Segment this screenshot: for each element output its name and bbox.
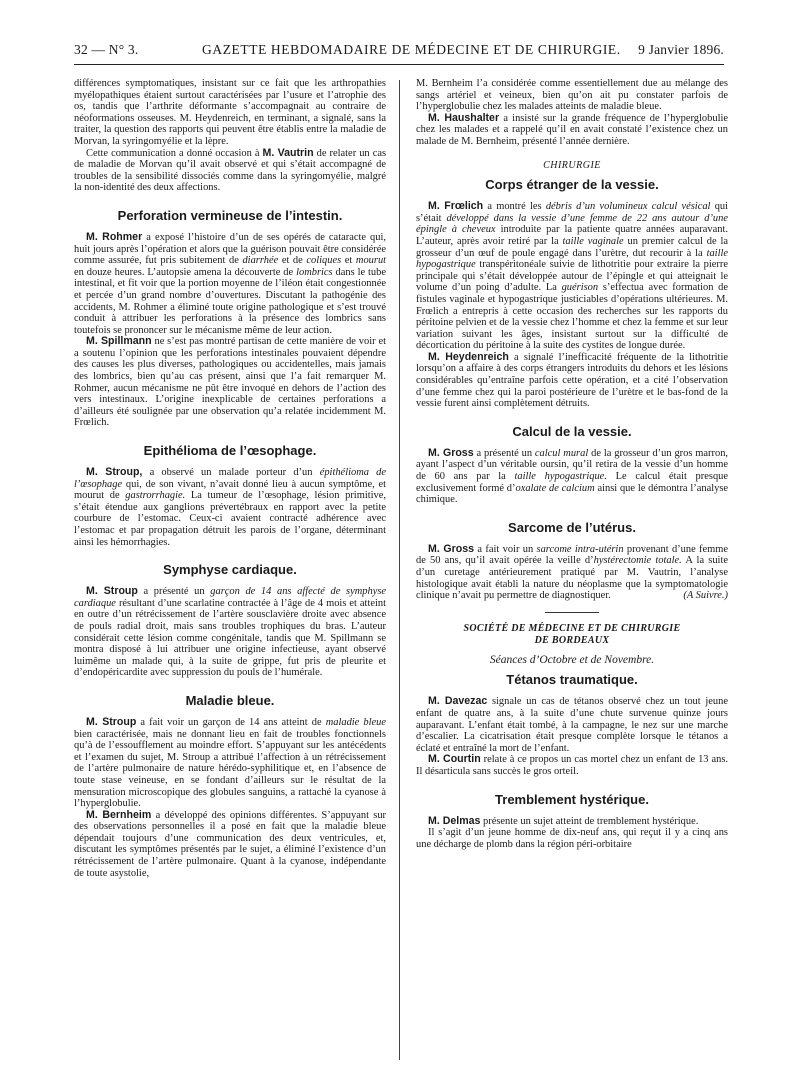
paragraph-stroup-maladie-bleue: M. Stroup a fait voir un garçon de 14 ans atteint de maladie bleue bien caractérisée, mais ne donnant lieu en fait de troubles fonctionnels qu’à de l’essoufflement au moindre effort. S’appuyant sur les antécédents et l’examen du sujet, M. Stroup a attribué l’affection à un rétrécissement de l’artère pulmonaire de nature hérédo-syphilitique et, en l’absence de toute stase veineuse, en se fondant d’ailleurs sur le résultat de la mensuration microscopique des globules sanguins, a rattaché la cyanose à l’hyperglobulie. [74, 715, 387, 810]
paragraph-vautrin: Cette communication a donné occasion à M. Vautrin de relater un cas de maladie de Morvan qu’il avait observé et qui s’était accompagné de troubles de la sensibilité dissociés comme dans la syringomyélie, malgré la non-identité des deux affections. [74, 146, 387, 194]
section-title-corps-etranger: Corps étranger de la vessie. [485, 177, 659, 193]
paragraph-stroup-symphyse: M. Stroup a présenté un garçon de 14 ans affecté de symphyse cardiaque résultant d’une scarlatine contractée à l’âge de 4 mois et atteint en outre d’un rétrécissement de l’artère sousclavière droite avec absence de pouls radial droit, mais sans troubles trophiques du bras. L’auteur considérait cette lésion comme congénitale, tandis que M. Spillmann se montra disposé à lui attribuer une origine infectieuse, ayant observé luimême un malade qui, à la suite de grippe, fut pris de pleurite et d’endopéricardite avec suppression du pouls de l’humérale. [74, 585, 387, 679]
section-title-epithelioma: Epithélioma de l’œsophage. [143, 443, 317, 459]
header-rule [74, 64, 724, 65]
paragraph-gross-sarcome: M. Gross a fait voir un sarcome intra-utérin provenant d’une femme de 50 ans, qu’il avait opérée la veille d’hystérectomie totale. A la suite d’un curetage antérieurement pratiqué par M. Vautrin, l’analyse histologique avait établi la nature du néoplasme que la symptomatologie clinique n’avait pu permettre de diagnostiquer. (A Suivre.) [416, 542, 729, 602]
paragraph-gross-calcul: M. Gross a présenté un calcul mural de la grosseur d’un gros marron, ayant l’aspect d’un véritable oursin, qu’il retira de la vessie d’un homme de 60 ans par la taille hypogastrique. Le calcul était presque exclusivement formé d’oxalate de calcium ainsi que le démontra l’analyse chimique. [416, 446, 729, 506]
speaker-name: M. Vautrin [262, 146, 314, 159]
speaker-name: M. Stroup, [86, 466, 143, 479]
page-number: 32 — N° 3. [74, 42, 139, 57]
speaker-name: M. Haushalter [428, 111, 500, 124]
section-title-calcul: Calcul de la vessie. [512, 423, 632, 439]
section-title-maladie-bleue: Maladie bleue. [185, 692, 275, 708]
seances-subtitle: Séances d’Octobre et de Novembre. [489, 653, 655, 666]
paragraph-stroup-epithelioma: M. Stroup, a observé un malade porteur d’un épithélioma de l’œsophage qui, de son vivant, n’avait donné lieu à aucun symptôme, et mourut de gastrorrhagie. La tumeur de l’œsophage, lésion primitive, s’était étendue aux ganglions prévertébraux en rapport avec la petite courbure de l’estomac. Ceux-ci avaient contracté adhérence avec l’estomac et par propagation détruit les parois de l’organe, déterminant ainsi les hémorrhagies. [74, 466, 387, 548]
journal-title: GAZETTE HEBDOMADAIRE DE MÉDECINE ET DE CHIRURGIE. [202, 42, 621, 57]
paragraph-davezac: M. Davezac signale un cas de tétanos observé chez un tout jeune enfant de quatre ans, à la suite d’une chute survenue quinze jours auparavant. L’enfant était tombé, à la campagne, le nez sur une marche d’escalier. La cicatrisation était presque complète lorsque le tétanos a éclaté et entraîné la mort de l’enfant. [416, 695, 728, 754]
left-column [74, 78, 386, 879]
paragraph-delmas-case: Il s’agit d’un jeune homme de dix-neuf ans, qui reçut il y a cinq ans une décharge de plomb dans la région péri-orbitaire [416, 827, 728, 850]
paragraph-heydenreich: M. Heydenreich a signalé l’inefficacité fréquente de la lithotritie lorsqu’on a affaire à des corps étrangers introduits du dehors et les lésions considérables qu’entraîne parfois cette opération, et a cité l’observation d’une femme chez qui la paroi postérieure de l’urètre et le bas-fond de la vessie furent ainsi complètement détruits. [416, 350, 728, 410]
speaker-name: M. Heydenreich [428, 350, 509, 363]
running-head [74, 38, 724, 60]
speaker-name: M. Gross [428, 542, 475, 555]
speaker-name: M. Gross [428, 446, 474, 459]
speaker-name: M. Delmas [428, 814, 481, 827]
section-separator [545, 612, 599, 613]
speaker-name: M. Davezac [428, 695, 488, 708]
section-title-perforation: Perforation vermineuse de l’intestin. [117, 207, 343, 223]
paragraph-delmas: M. Delmas présente un sujet atteint de tremblement hystérique. [428, 814, 699, 827]
paragraph-bernheim: M. Bernheim a développé des opinions différentes. S’appuyant sur des observations personnelles il a posé en fait que la maladie bleue dépendait toujours d’une communication des deux ventricules, et, discutant les symptômes présentés par le sujet, a éliminé l’existence d’un rétrécissement de l’artère pulmonaire. Quant à la cyanose, indépendante de toute asystolie, [74, 808, 387, 879]
paragraph-heydenreich-end: différences symptomatiques, insistant sur ce fait que les arthropathies myélopathiques étaient surtout caractérisées par l’usure et l’atrophie des os, tandis que l’arthrite déformante s’accompagnait au contraire de néoformations osseuses. M. Heydenreich, en terminant, a signalé, sans la traiter, la question des rapports qui peuvent être établis entre la maladie de Morvan, la syringomyélie et la lèpre. [74, 78, 386, 147]
speaker-name: M. Frœlich [428, 200, 484, 213]
paragraph-haushalter: M. Haushalter a insisté sur la grande fréquence de l’hyperglobulie chez les malades et a rappelé qu’il en avait constaté l’existence chez un malade de M. Bernheim, présenté l’année dernière. [416, 111, 728, 147]
speaker-name: M. Stroup [86, 585, 138, 598]
paragraph-rohmer: M. Rohmer a exposé l’histoire d’un de ses opérés de cataracte qui, huit jours après l’opération et alors que la guérison pouvait être considérée comme assurée, fut pris subitement de diarrhée et de coliques et mourut en douze heures. L’autopsie amena la découverte de lombrics dans le tube intestinal, et fit voir que la portion moyenne de l’iléon était congestionnée et percée d’un grand nombre d’ouvertures. Discutant la pathogénie des accidents, M. Rohmer a éliminé toute origine pathologique et s’est trouvé conduit à attribuer les perforations à la présence des lombrics sans toutefois se prononcer sur le mécanisme même de leur action. [74, 230, 387, 336]
speaker-name: M. Stroup [86, 715, 137, 728]
speaker-name: M. Rohmer [86, 230, 143, 243]
to-be-continued: (A Suivre.) [683, 590, 728, 602]
speaker-name: M. Bernheim [86, 808, 152, 821]
speaker-name: M. Spillmann [86, 335, 152, 348]
issue-date: 9 Janvier 1896. [638, 42, 724, 57]
section-title-sarcome: Sarcome de l’utérus. [508, 519, 636, 535]
rubric-chirurgie: CHIRURGIE [543, 159, 601, 171]
paragraph-froelich: M. Frœlich a montré les débris d’un volumineux calcul vésical qui s’était développé dans la vessie d’une femme de 22 ans autour d’une épingle à cheveux introduite par la patiente quatre années auparavant. L’auteur, après avoir retiré par la taille vaginale un premier calcul de la grosseur d’un œuf de poule engagé dans l’urètre, dut recourir à la taille hypogastrique transpéritonéale suivie de lithotritie pour extraire la pierre principale qui s’était développée autour de l’épingle et qui atteignait le volume d’un poing d’adulte. La guérison s’effectua avec formation de fistules vaginale et hypogastrique justiciables d’opérations ultérieures. M. Frœlich a entrepris à cette occasion des recherches sur les rapports du péritoine pelvien et de la vessie chez l’homme et chez la femme et sur leur variation suivant les âges, insistant surtout sur la difficulté de décortication du péritoine à la suite des cystites de longue durée. [416, 200, 729, 352]
section-title-tetanos: Tétanos traumatique. [506, 672, 638, 688]
paragraph-bernheim-end: M. Bernheim l’a considérée comme essentiellement due au mélange des sangs artériel et veineux, bien qu’on ait pu constater parfois de l’hyperglobulie chez les malades atteints de maladie bleue. [416, 78, 728, 113]
section-title-tremblement: Tremblement hystérique. [495, 791, 649, 807]
speaker-name: M. Courtin [428, 753, 481, 766]
paragraph-spillmann: M. Spillmann ne s’est pas montré partisan de cette manière de voir et a soutenu l’opinion que les perforations intestinales pouvaient dépendre des causes les plus diverses, pathologiques ou accidentelles, mais jamais des lombrics, bien qu’au cas présent, ainsi que l’a fait remarquer M. Rohmer, aucun mécanisme ne pût être invoqué en dehors de l’action des vers intestinaux. L’origine inexplicable de certaines perforations a d’ailleurs été soulignée par une observation qu’a relatée incidemment M. Frœlich. [74, 335, 386, 429]
society-heading: SOCIÉTÉ DE MÉDECINE ET DE CHIRURGIE DE BORDEAUX [463, 622, 681, 646]
column-divider [399, 80, 400, 1060]
section-title-symphyse: Symphyse cardiaque. [163, 562, 297, 578]
right-column [416, 78, 728, 850]
paragraph-courtin: M. Courtin relate à ce propos un cas mortel chez un enfant de 13 ans. Il désarticula sans succès le gros orteil. [416, 753, 728, 777]
